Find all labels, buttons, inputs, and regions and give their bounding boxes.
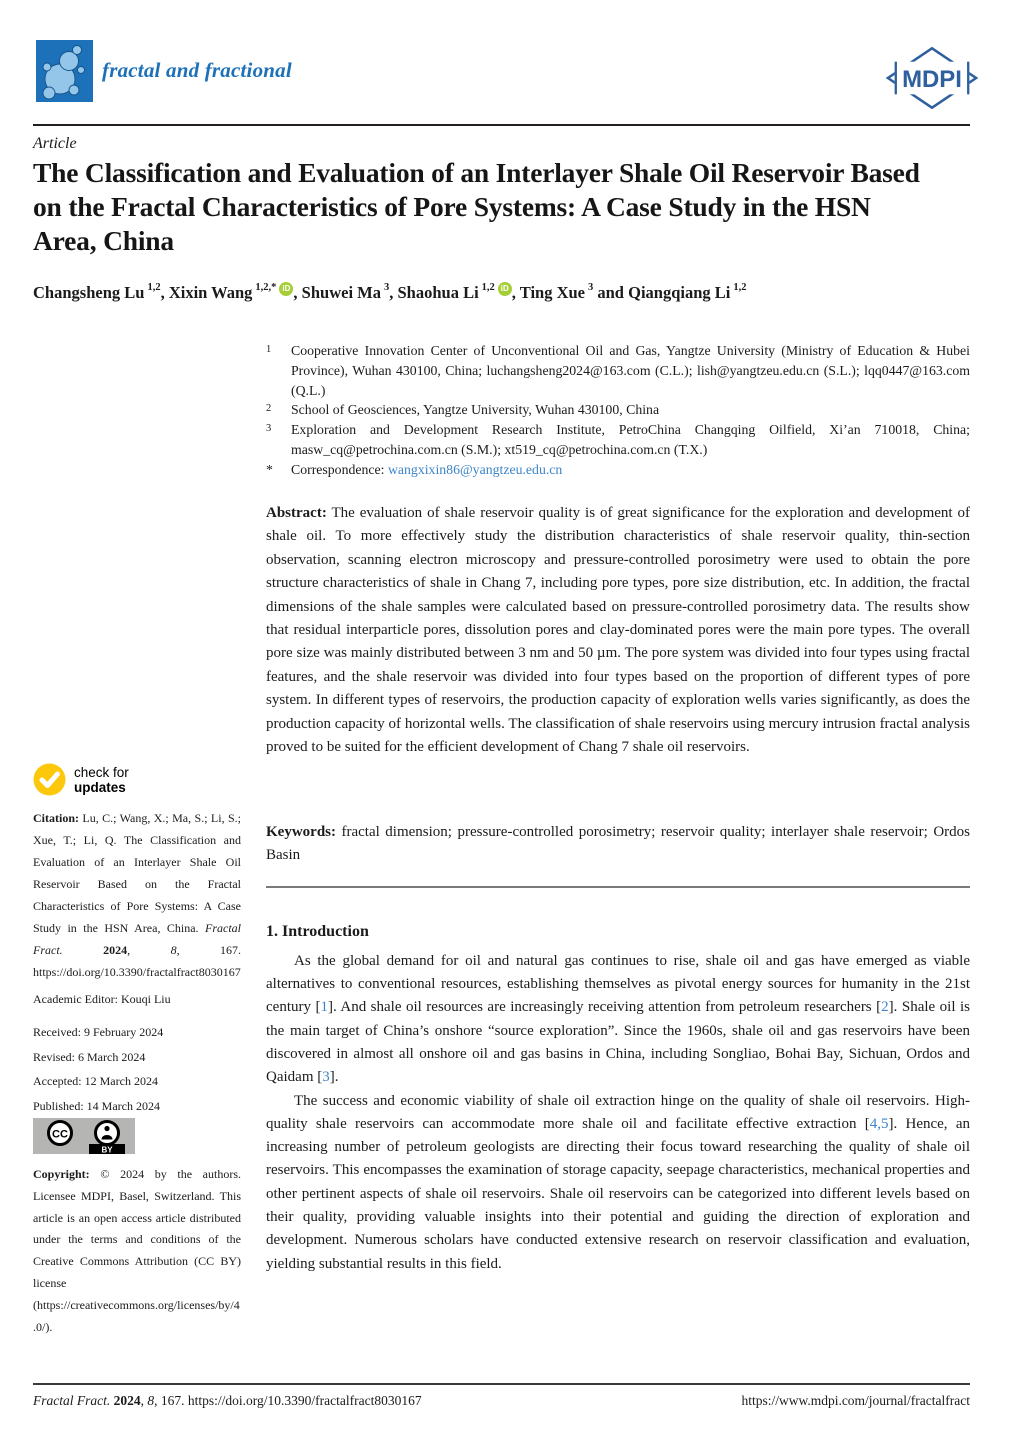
reference-link[interactable]: 4,5 — [869, 1115, 889, 1132]
author-affiliation-sup: 1,2,* — [255, 282, 277, 293]
svg-text:CC: CC — [52, 1128, 68, 1141]
keywords-label: Keywords: — [266, 824, 336, 840]
copyright-label: Copyright: — [33, 1167, 90, 1181]
author-affiliation-sup: 1,2 — [733, 282, 747, 293]
author — [397, 283, 519, 302]
orcid-icon[interactable] — [498, 282, 512, 296]
section-heading: 1. Introduction — [266, 922, 369, 940]
citation-volume: 8 — [170, 943, 177, 957]
check-updates-badge[interactable] — [33, 763, 129, 796]
affiliation — [266, 420, 970, 460]
affiliation — [266, 400, 970, 420]
reference-link[interactable]: 3 — [322, 1069, 330, 1086]
author-affiliation-sup: 1,2 — [481, 282, 495, 293]
check-icon — [33, 763, 66, 796]
affiliation-text: Cooperative Innovation Center of Unconventional Oil and Gas, Yangtze University (Ministry of Education & Hubei Province), Wuhan 430100, China; luchangsheng2024@163.com (C.L.); lish@yangtzeu.edu.cn (S.L.); lqq0447@163.com (Q.L.) — [291, 343, 970, 398]
author — [302, 283, 398, 302]
citation-journal: Fractal Fract. — [33, 921, 241, 957]
author-name: Ting Xue — [519, 282, 585, 302]
author — [628, 283, 746, 302]
author-affiliation-sup: 1,2 — [147, 282, 161, 293]
citation-block: Citation: Lu, C.; Wang, X.; Ma, S.; Li, S.; Xue, T.; Li, Q. The Classification and Evaluation of an Interlayer Shale Oil Reservoir Based on the Fractal Characteristics of Pore Systems: A Case Study in the HSN Area, China. Fractal Fract. 2024, 8, 167. https://doi.org/10.3390/fractalfract8030167 — [33, 811, 242, 979]
copyright-block — [33, 1164, 241, 1338]
footer-rule — [33, 1383, 970, 1385]
author-name: Xixin Wang — [168, 282, 253, 302]
affiliation-text: School of Geosciences, Yangtze University, Wuhan 430100, China — [291, 402, 660, 418]
svg-text:BY: BY — [101, 1145, 113, 1154]
svg-text:MDPI: MDPI — [902, 66, 962, 94]
affiliation-number: 2 — [266, 403, 272, 415]
abstract-text: The evaluation of shale reservoir quality is of great significance for the exploration and development of shale oil. To more effectively study the distribution characteristics of shale reservoir quality, thin-section observation, scanning electron microscopy and pressure-controlled porosimetry were used to obtain the pore structure characteristics of shale in Chang 7, including pore types, pore size distribution, etc. In addition, the fractal dimensions of the shale samples were calculated based on pressure-controlled porosimetry data. The results show that residual interparticle pores, dissolution pores and clay-dominated pores were the main pore types. The overall pore size was mainly distributed between 3 nm and 50 µm. The pore system was divided into four types using fractal features, and the shale reservoir was divided into four types based on the proportion of different types of pore system. In different types of reservoirs, the production capacity of exploration wells varies significantly, as does the production capacity of horizontal wells. The classification of shale reservoirs using mercury intrusion fractal analysis proved to be suited for the efficient development of Chang 7 shale oil reservoirs. — [266, 505, 970, 756]
intro-paragraph-1: As the global demand for oil and natural gas continues to rise, shale oil and gas have emerged as viable alternatives to conventional resources, establishing themselves as pivotal energy sources for humanity in the 21st century [1]. And shale oil resources are increasingly receiving attention from petroleum researchers [2]. Shale oil is the main target of China’s onshore “source exploration”. Since the 1960s, shale oil and gas reservoirs have been discovered in almost all onshore oil and gas basins in China, including Songliao, Bohai Bay, Sichuan, Ordos and Qaidam [3]. — [266, 952, 970, 1086]
author-name: Qiangqiang Li — [628, 282, 731, 302]
author — [169, 283, 302, 302]
affiliation — [266, 341, 970, 400]
affiliation-text: Exploration and Development Research Institute, PetroChina Changqing Oilfield, Xi’an 710018, China; masw_cq@petrochina.com.cn (S.M.); xt519_cq@petrochina.com.cn (T.X.) — [291, 422, 970, 457]
author-affiliation-sup: 3 — [588, 282, 594, 293]
reference-link[interactable]: 2 — [881, 999, 889, 1016]
author-separator: and — [593, 282, 629, 302]
page-title: The Classification and Evaluation of an Interlayer Shale Oil Reservoir Based on the Fractal Characteristics of Pore Systems: A Case Study in the HSN Area, China — [33, 157, 920, 256]
author-separator: , — [511, 282, 520, 302]
author-name: Changsheng Lu — [33, 282, 145, 302]
history-dates — [33, 1020, 241, 1118]
orcid-icon[interactable] — [279, 282, 293, 296]
fractal-journal-logo-icon — [36, 40, 93, 102]
section-rule — [266, 886, 970, 888]
article-label: Article — [33, 135, 77, 152]
correspondence-email-link[interactable]: wangxixin86@yangtzeu.edu.cn — [387, 461, 563, 477]
author — [520, 283, 628, 302]
received-date: Received: 9 February 2024 — [33, 1025, 164, 1039]
footer-doi[interactable]: https://doi.org/10.3390/fractalfract8030167 — [187, 1393, 422, 1408]
author-separator: , — [293, 282, 302, 302]
footer-journal-ref: Fractal Fract. 2024, 8, 167. https://doi.org/10.3390/fractalfract8030167 — [33, 1393, 422, 1408]
author-separator: , — [389, 282, 398, 302]
citation-label: Citation: — [33, 811, 79, 825]
author-affiliation-sup: 3 — [383, 282, 390, 293]
reference-link[interactable]: 1 — [320, 999, 328, 1016]
journal-name: fractal and fractional — [102, 58, 292, 82]
affiliation-correspondence — [266, 460, 970, 480]
author — [33, 283, 169, 302]
citation-doi[interactable]: https://doi.org/10.3390/fractalfract8030167 — [33, 965, 241, 979]
affiliation-text: Correspondence: wangxixin86@yangtzeu.edu.cn — [291, 461, 563, 477]
person-icon — [96, 1122, 119, 1145]
keywords-text: fractal dimension; pressure-controlled porosimetry; reservoir quality; interlayer shale reservoir; Ordos Basin — [266, 824, 970, 864]
author-separator: , — [160, 282, 169, 302]
intro-paragraph-2: The success and economic viability of shale oil extraction hinge on the quality of shale oil reservoirs. High-quality shale reservoirs can accommodate more shale oil and facilitate effective extraction [4,5]. Hence, an increasing number of petroleum geologists are directing their focus toward researching the quality of shale oil reservoirs. This encompasses the examination of storage capacity, seepage characteristics, mechanical properties and other pertinent aspects of shale oil reservoirs. Shale oil reservoirs can be categorized into different levels based on their quality, providing valuable insights into their potential and guiding the direction of exploration and development. Numerous scholars have conducted extensive research on reservoir classification and evaluation, yielding substantial results in this field. — [266, 1092, 970, 1272]
revised-date: Revised: 6 March 2024 — [33, 1049, 146, 1064]
footer-url[interactable]: https://www.mdpi.com/journal/fractalfract — [741, 1393, 970, 1408]
academic-editor: Academic Editor: Kouqi Liu — [33, 992, 171, 1006]
keywords — [266, 821, 970, 868]
author-name: Shuwei Ma — [301, 282, 381, 302]
cc-by-badge[interactable] — [33, 1118, 135, 1154]
published-date: Published: 14 March 2024 — [33, 1098, 160, 1113]
author-name: Shaohua Li — [397, 282, 479, 302]
main-column — [266, 341, 970, 1276]
affiliation-list — [266, 341, 970, 480]
citation-year: 2024 — [103, 943, 128, 957]
check-updates-label: check for updates — [74, 764, 129, 795]
affiliation-number: 3 — [266, 423, 272, 435]
author-list — [33, 282, 983, 303]
affiliation-number: 1 — [266, 344, 272, 355]
copyright-text: © 2024 by the authors. Licensee MDPI, Basel, Switzerland. This article is an open access article distributed under the terms and conditions of the Creative Commons Attribution (CC BY) license (https://creativecommons.org/licenses/by/4.0/). — [33, 1167, 241, 1334]
abstract-label: Abstract: — [266, 505, 327, 521]
abstract — [266, 502, 970, 802]
mdpi-logo-icon[interactable] — [886, 46, 978, 110]
header-rule — [33, 124, 970, 126]
affiliation-number: * — [266, 461, 273, 477]
accepted-date: Accepted: 12 March 2024 — [33, 1074, 158, 1088]
